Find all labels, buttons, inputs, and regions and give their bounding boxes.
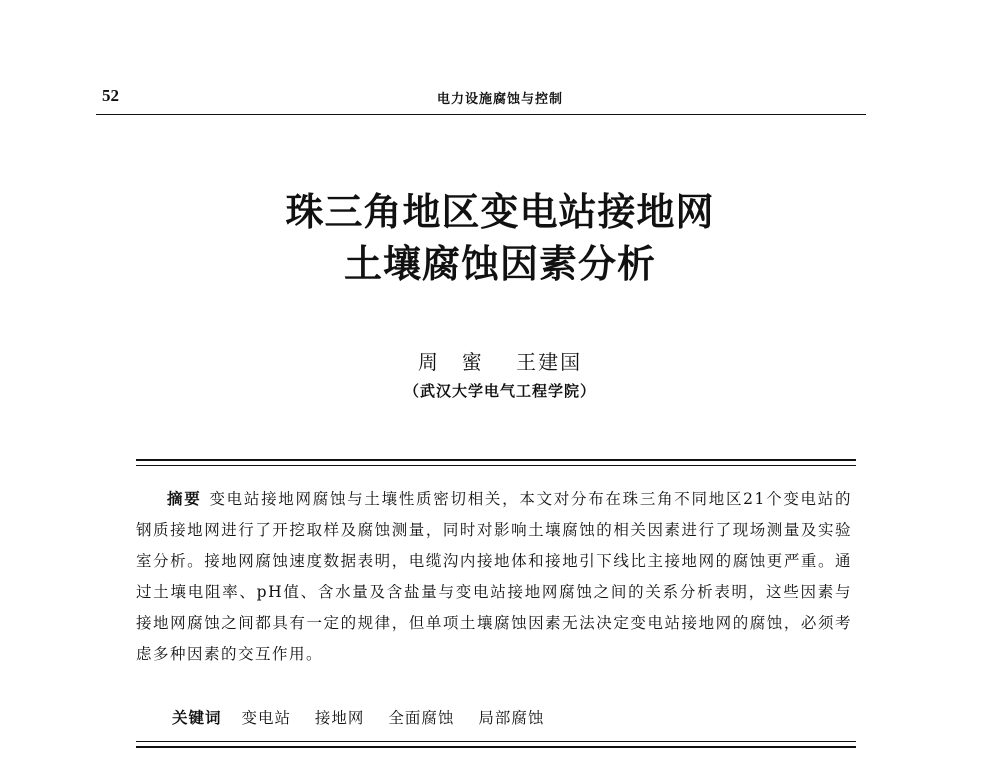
keywords-label: 关键词 (172, 709, 222, 727)
abstract-label: 摘要 (167, 490, 202, 508)
abstract-rule-bottom-thin (136, 741, 856, 742)
title-line-2: 土壤腐蚀因素分析 (343, 241, 656, 286)
abstract-rule-bottom (136, 746, 856, 748)
journal-running-header: 电力设施腐蚀与控制 (436, 92, 563, 107)
author-2: 王建国 (516, 350, 583, 374)
keyword-item: 变电站 (241, 709, 291, 727)
paper-title (0, 186, 1000, 290)
keyword-item: 接地网 (314, 709, 365, 727)
title-line-1: 珠三角地区变电站接地网 (285, 189, 715, 234)
header-rule (96, 114, 866, 115)
page-number: 52 (102, 86, 119, 105)
keyword-item: 全面腐蚀 (388, 709, 455, 727)
abstract-text: 变电站接地网腐蚀与土壤性质密切相关，本文对分布在珠三角不同地区21个变电站的钢质接地网进行了开挖取样及腐蚀测量，同时对影响土壤腐蚀的相关因素进行了现场测量及实验室分析。接地网腐蚀速度数据表明，电缆沟内接地体和接地引下线比主接地网的腐蚀更严重。通过土壤电阻率、pH值、含水量及含盐量与变电站接地网腐蚀之间的关系分析表明，这些因素与接地网腐蚀之间都具有一定的规律，但单项土壤腐蚀因素无法决定变电站接地网的腐蚀，必须考虑多种因素的交互作用。 (136, 490, 852, 663)
author-1: 周 蜜 (417, 350, 484, 374)
abstract-rule-top-thin (136, 465, 856, 466)
abstract (136, 484, 852, 670)
affiliation: （武汉大学电气工程学院） (403, 382, 596, 400)
keywords (172, 706, 562, 728)
abstract-rule-top (136, 459, 856, 461)
keyword-item: 局部腐蚀 (478, 709, 545, 727)
author-list (0, 346, 1000, 375)
